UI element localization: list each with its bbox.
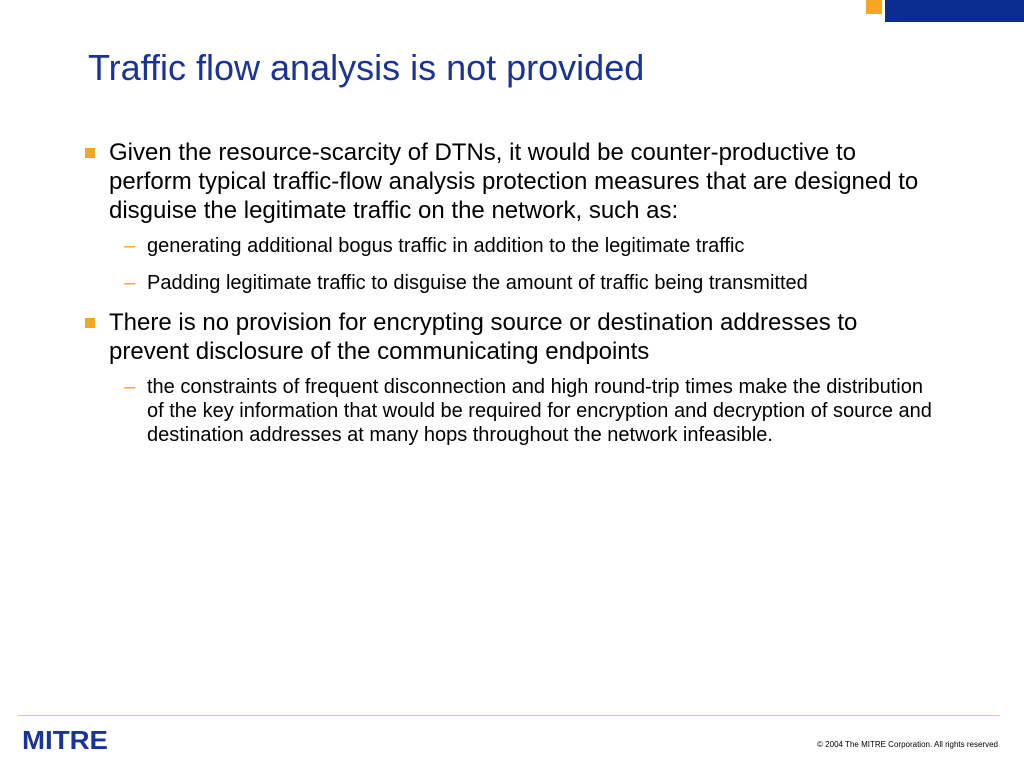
bullet-text: There is no provision for encrypting source or destination addresses to prevent disclosure of the communicating endpoints: [109, 309, 858, 365]
logo-text: MITRE: [22, 727, 108, 753]
sub-bullet-item: [82, 271, 942, 295]
sub-bullet-item: [82, 375, 942, 447]
footer-rule: [18, 715, 1000, 716]
accent-orange-block: [866, 0, 882, 14]
sub-bullet-text: Padding legitimate traffic to disguise the amount of traffic being transmitted: [147, 272, 808, 294]
copyright-text: © 2004 The MITRE Corporation. All rights reserved: [817, 740, 998, 749]
mitre-logo: [22, 727, 110, 753]
square-bullet-icon: [85, 318, 95, 328]
sub-bullet-text: the constraints of frequent disconnection and high round-trip times make the distribution of the key information that would be required for encryption and decryption of source and destination addresses at many hops throughout the network infeasible.: [147, 376, 932, 446]
bullet-item: [82, 308, 942, 366]
sub-bullet-text: generating additional bogus traffic in addition to the legitimate traffic: [147, 235, 745, 257]
dash-marker: –: [124, 235, 136, 257]
slide-title: Traffic flow analysis is not provided: [88, 47, 645, 88]
sub-bullet-item: [82, 234, 942, 258]
dash-marker: –: [124, 376, 136, 398]
dash-marker: –: [124, 272, 136, 294]
bullet-text: Given the resource-scarcity of DTNs, it would be counter-productive to perform typical traffic-flow analysis protection measures that are designed to disguise the legitimate traffic on the network, such as:: [109, 139, 919, 224]
accent-blue-bar: [885, 0, 1024, 22]
slide-content: [82, 138, 942, 460]
square-bullet-icon: [85, 148, 95, 158]
bullet-item: [82, 138, 942, 225]
